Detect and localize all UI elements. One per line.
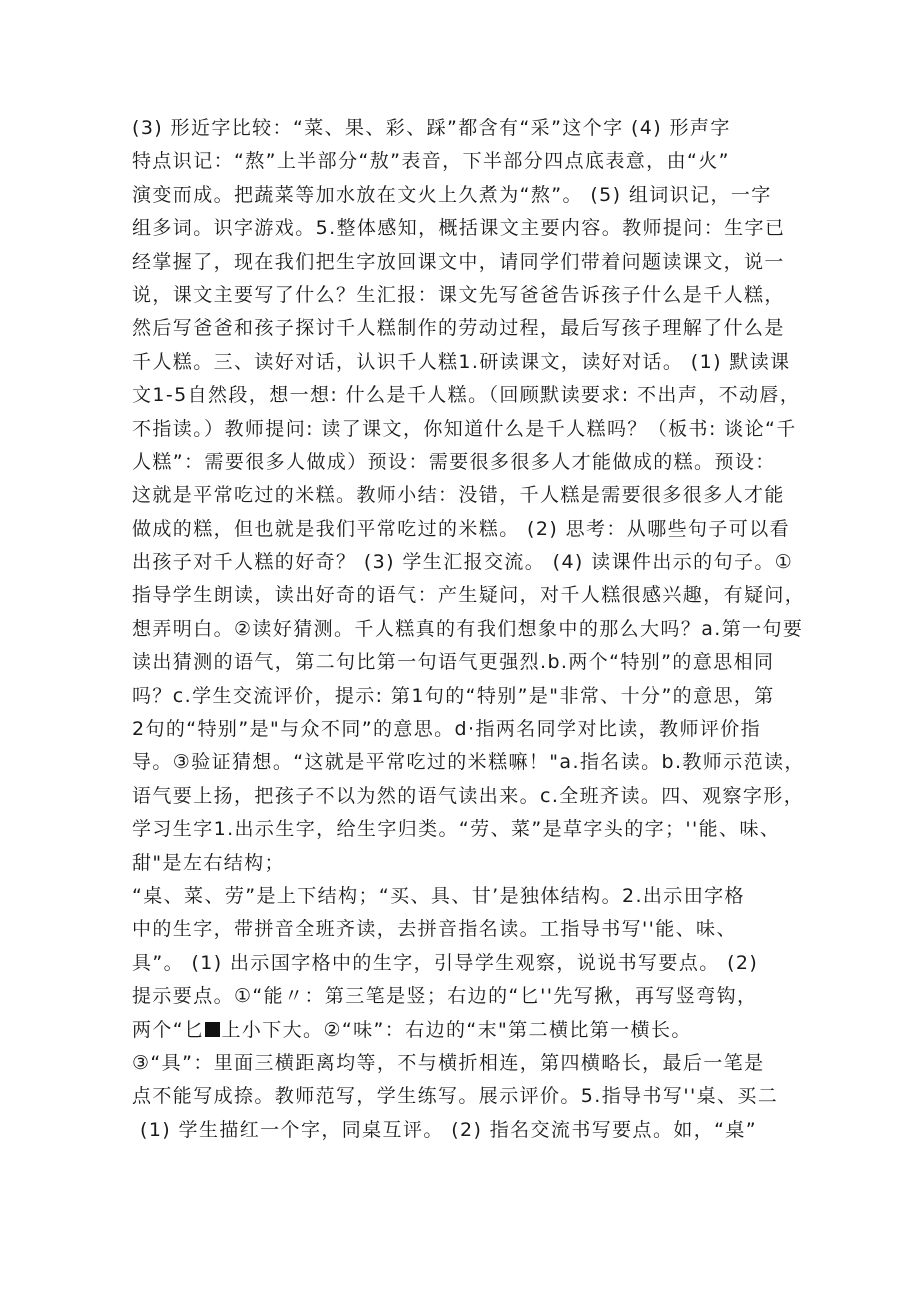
text-line: 读出猜测的语气，第二句比第一句语气更强烈.b.两个“特别”的意思相同 (132, 651, 775, 674)
text-line: 然后写爸爸和孩子探讨千人糕制作的劳动过程，最后写孩子理解了什么是 (132, 317, 785, 340)
text-line: 演变而成。把蔬菜等加水放在文火上久煮为“熬”。 (5) 组词识记，一字 (132, 183, 772, 206)
text-line: 做成的糕，但也就是我们平常吃过的米糕。 (2) 思考：从哪些句子可以看 (132, 517, 790, 540)
text-line: 指导学生朗读，读出好奇的语气：产生疑问，对千人糕很感兴趣，有疑问， (132, 584, 806, 607)
text-line: 语气要上扬，把孩子不以为然的语气读出来。c.全班齐读。四、观察字形， (132, 784, 805, 807)
text-line: 点不能写成捺。教师范写，学生练写。展示评价。5.指导书写''桌、买二 (132, 1085, 779, 1108)
text-line: 组多词。识字游戏。5.整体感知，概括课文主要内容。教师提问：生字已 (132, 217, 786, 240)
text-segment: 两个“匕 (132, 1018, 205, 1041)
text-line: 吗？c.学生交流评价，提示: 第1句的“特别”是"非常、十分”的意思，第 (132, 684, 775, 707)
text-line: 中的生字，带拼音全班齐读，去拼音指名读。工指导书写''能、味、 (132, 918, 737, 941)
text-line: 特点识记：“熬”上半部分“敖”表音，下半部分四点底表意，由“火” (132, 150, 730, 173)
text-line: 说，课文主要写了什么？生汇报：课文先写爸爸告诉孩子什么是千人糕， (132, 283, 785, 306)
text-line: 不指读。）教师提问: 读了课文，你知道什么是千人糕吗？（板书: 谈论“千 (132, 417, 797, 440)
text-line: 千人糕。三、读好对话，认识千人糕1.研读课文，读好对话。 (1) 默读课 (132, 350, 791, 373)
text-line-with-box (132, 1014, 800, 1047)
text-line: “桌、菜、劳”是上下结构；“买、具、甘’是独体结构。2.出示田字格 (132, 884, 745, 907)
text-line: 出孩子对千人糕的好奇？ (3) 学生汇报交流。 (4) 读课件出示的句子。① (132, 551, 794, 574)
filled-square-glyph (205, 1022, 220, 1037)
body-text (132, 112, 806, 1147)
text-line: 经掌握了，现在我们把生字放回课文中，请同学们带着问题读课文，说一 (132, 250, 785, 273)
text-line: 这就是平常吃过的米糕。教师小结：没错，千人糕是需要很多很多人才能 (132, 484, 785, 507)
text-line: (3) 形近字比较：“菜、果、彩、踩”都含有“采”这个字 (4) 形声字 (132, 117, 731, 139)
text-line: 提示要点。①“能〃：第三笔是竖；右边的“匕''先写揪，再写竖弯钩， (132, 985, 758, 1008)
text-line: 学习生字1.出示生字，给生字归类。“劳、菜”是草字头的字；''能、味、 (132, 818, 781, 841)
text-line: ③“具”：里面三横距离均等，不与横折相连，第四横略长，最后一笔是 (132, 1051, 765, 1074)
text-line: 想弄明白。②读好猜测。千人糕真的有我们想象中的那么大吗？a.第一句要 (132, 617, 804, 640)
text-line: 甜"是左右结构； (132, 851, 285, 874)
text-line: (1) 学生描红一个字，同桌互评。 (2) 指名交流书写要点。如，“桌” (140, 1118, 758, 1141)
text-segment: 上小下大。②“味”：右边的“末"第二横比第一横长。 (221, 1018, 692, 1041)
text-line: 人糕”：需要很多人做成）预设：需要很多很多人才能做成的糕。预设： (132, 450, 776, 473)
text-line: 具”。 (1) 出示国字格中的生字，引导学生观察，说说书写要点。 (2) (132, 951, 759, 974)
text-line: 文1-5自然段，想一想: 什么是千人糕。（回顾默读要求: 不出声，不动唇， (132, 384, 801, 407)
text-line: 2句的“特别”是"与众不同”的意思。d·指两名同学对比读，教师评价指 (132, 718, 762, 741)
text-line: 导。③验证猜想。“这就是平常吃过的米糕嘛！"a.指名读。b.教师示范读， (132, 751, 805, 774)
